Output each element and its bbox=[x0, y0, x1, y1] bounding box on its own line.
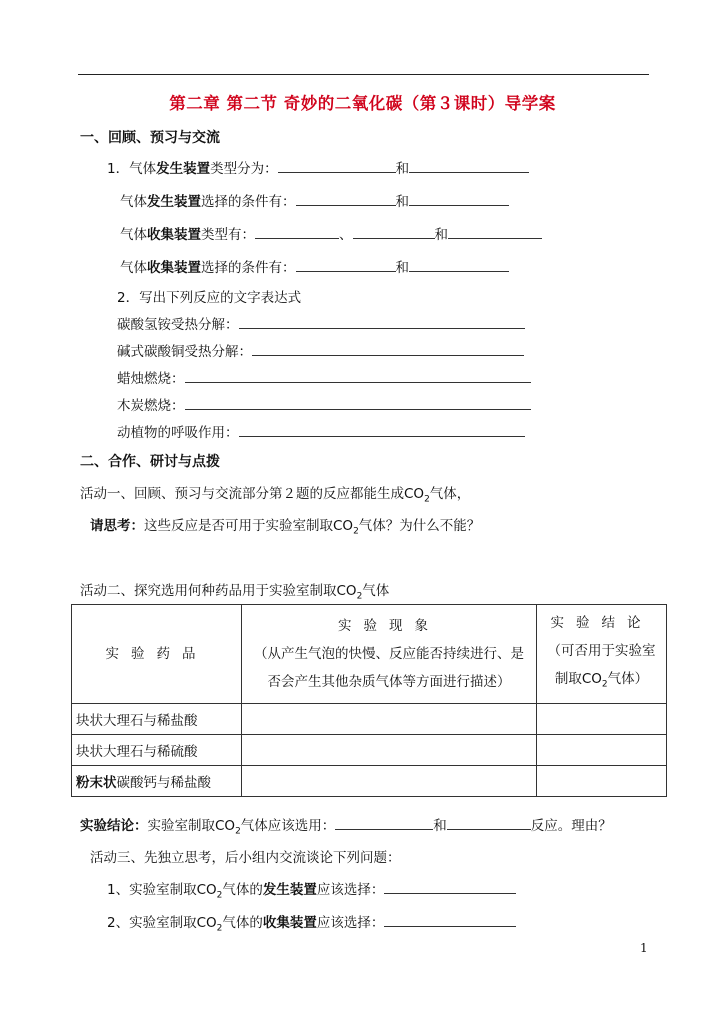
reaction-line bbox=[117, 367, 531, 387]
q-bold: 收集装置 bbox=[262, 915, 317, 931]
and-text: 和 bbox=[395, 260, 409, 276]
answer-blank[interactable] bbox=[252, 344, 524, 356]
q1b-prefix: 气体 bbox=[120, 194, 147, 210]
phenomenon-cell[interactable] bbox=[242, 766, 537, 797]
subscript: 2 bbox=[424, 494, 430, 505]
table-header-row bbox=[72, 605, 667, 704]
reagent-cell: 块状大理石与稀硫酸 bbox=[72, 735, 242, 766]
q1d-prefix: 气体 bbox=[120, 260, 147, 276]
header-conclusion-note: 制取$CO_2$气体） bbox=[554, 671, 649, 690]
reaction-line bbox=[117, 313, 525, 333]
reaction-line bbox=[117, 394, 531, 414]
activity-3: 活动三、先独立思考，后小组内交流谈论下列问题： bbox=[90, 850, 401, 866]
question-1b bbox=[120, 190, 509, 210]
header-reagent bbox=[72, 605, 242, 704]
reaction-line bbox=[117, 340, 524, 360]
answer-blank[interactable] bbox=[353, 227, 435, 239]
answer-blank[interactable] bbox=[185, 371, 531, 383]
q-bold: 发生装置 bbox=[262, 882, 317, 898]
question-2: 2．写出下列反应的文字表达式 bbox=[117, 290, 302, 306]
question-1c bbox=[120, 223, 542, 243]
reagent-bold: 粉末状 bbox=[76, 775, 117, 791]
conclusion-cell[interactable] bbox=[537, 704, 667, 735]
pause-mark: 、 bbox=[339, 227, 353, 243]
activity1-text-end: 气体， bbox=[429, 486, 471, 502]
header-phenomenon-title: 实验现象 bbox=[338, 618, 440, 634]
q1c-bold: 收集装置 bbox=[147, 227, 201, 243]
header-reagent-label: 实验药品 bbox=[105, 646, 208, 662]
answer-blank[interactable] bbox=[185, 398, 531, 410]
reagent-cell bbox=[72, 766, 242, 797]
activity3-question-1: 1、实验室制取$CO_2$气体的发生装置应该选择： bbox=[107, 878, 516, 901]
q1c-suffix: 类型有： bbox=[201, 227, 255, 243]
conclusion-cell[interactable] bbox=[537, 766, 667, 797]
answer-blank[interactable] bbox=[296, 260, 396, 272]
section2-heading: 二、合作、研讨与点拨 bbox=[80, 454, 220, 470]
conclusion-cell[interactable] bbox=[537, 735, 667, 766]
q1b-suffix: 选择的条件有： bbox=[201, 194, 296, 210]
header-phenomenon-note: 否会产生其他杂质气体等方面进行描述） bbox=[267, 674, 511, 690]
activity3-question-2: 2、实验室制取$CO_2$气体的收集装置应该选择： bbox=[107, 911, 516, 934]
activity-2 bbox=[80, 579, 389, 602]
answer-blank[interactable] bbox=[448, 227, 542, 239]
answer-blank[interactable] bbox=[278, 161, 396, 173]
header-rule bbox=[78, 74, 649, 75]
page-title: 第二章 第二节 奇妙的二氧化碳（第３课时）导学案 bbox=[169, 94, 556, 113]
experiment-conclusion bbox=[80, 814, 612, 837]
and-text: 和 bbox=[395, 194, 409, 210]
activity-1 bbox=[80, 482, 470, 505]
reagent-text: 碳酸钙与稀盐酸 bbox=[116, 775, 211, 791]
reaction-label: 碳酸氢铵受热分解： bbox=[117, 317, 239, 333]
answer-blank[interactable] bbox=[409, 161, 529, 173]
conclusion-text: 实验室制取CO bbox=[147, 818, 236, 834]
and-text: 和 bbox=[433, 818, 447, 834]
page-number: 1 bbox=[640, 941, 648, 955]
subscript: 2 bbox=[216, 890, 223, 901]
answer-blank[interactable] bbox=[239, 425, 525, 437]
q1b-bold: 发生装置 bbox=[147, 194, 201, 210]
answer-blank[interactable] bbox=[447, 818, 531, 830]
table-row bbox=[72, 766, 667, 797]
q1-suffix: 类型分为： bbox=[210, 161, 278, 177]
reaction-label: 蜡烛燃烧： bbox=[117, 371, 185, 387]
reagent-cell: 块状大理石与稀盐酸 bbox=[72, 704, 242, 735]
answer-blank[interactable] bbox=[239, 317, 525, 329]
subscript: 2 bbox=[353, 526, 359, 537]
header-conclusion-title: 实验结论 bbox=[550, 615, 653, 632]
subscript: 2 bbox=[356, 591, 363, 602]
answer-blank[interactable] bbox=[384, 915, 516, 927]
answer-blank[interactable] bbox=[409, 194, 509, 206]
q1-prefix: 1．气体 bbox=[107, 161, 157, 177]
and-text: 和 bbox=[395, 161, 410, 177]
activity1-text: 活动一、回顾、预习与交流部分第２题的反应都能生成CO bbox=[80, 486, 425, 502]
question-1d bbox=[120, 256, 509, 276]
answer-blank[interactable] bbox=[296, 194, 396, 206]
q1d-suffix: 选择的条件有： bbox=[201, 260, 296, 276]
reaction-line bbox=[117, 421, 525, 441]
activity2-text: 活动二、探究选用何种药品用于实验室制取CO bbox=[80, 583, 357, 599]
subscript: 2 bbox=[216, 923, 223, 934]
header-conclusion bbox=[537, 605, 667, 704]
section1-heading: 一、回顾、预习与交流 bbox=[80, 130, 220, 146]
think-text-end: 气体？为什么不能？ bbox=[358, 518, 481, 534]
header-conclusion-note: （可否用于实验室 bbox=[547, 643, 656, 660]
reaction-label: 动植物的呼吸作用： bbox=[117, 425, 239, 441]
table-row bbox=[72, 704, 667, 735]
subscript: 2 bbox=[235, 826, 241, 837]
phenomenon-cell[interactable] bbox=[242, 704, 537, 735]
think-text: 这些反应是否可用于实验室制取CO bbox=[144, 518, 354, 534]
answer-blank[interactable] bbox=[409, 260, 509, 272]
header-phenomenon-note: （从产生气泡的快慢、反应能否持续进行、是 bbox=[254, 646, 524, 662]
conclusion-text-c: 反应。理由？ bbox=[530, 818, 612, 834]
activity2-text-end: 气体 bbox=[362, 583, 390, 599]
reaction-label: 碱式碳酸铜受热分解： bbox=[117, 344, 252, 360]
think-question bbox=[90, 514, 480, 537]
answer-blank[interactable] bbox=[335, 818, 433, 830]
reaction-label: 木炭燃烧： bbox=[117, 398, 185, 414]
phenomenon-cell[interactable] bbox=[242, 735, 537, 766]
q1c-prefix: 气体 bbox=[120, 227, 147, 243]
table-row bbox=[72, 735, 667, 766]
answer-blank[interactable] bbox=[384, 882, 516, 894]
think-label: 请思考： bbox=[90, 518, 144, 534]
and-text: 和 bbox=[434, 227, 448, 243]
header-phenomenon bbox=[242, 605, 537, 704]
experiment-table bbox=[71, 604, 667, 797]
conclusion-label: 实验结论： bbox=[80, 818, 148, 834]
question-1 bbox=[107, 157, 529, 177]
answer-blank[interactable] bbox=[255, 227, 339, 239]
q1-bold: 发生装置 bbox=[156, 161, 211, 177]
q1d-bold: 收集装置 bbox=[147, 260, 201, 276]
conclusion-text-b: 气体应该选用： bbox=[240, 818, 336, 834]
